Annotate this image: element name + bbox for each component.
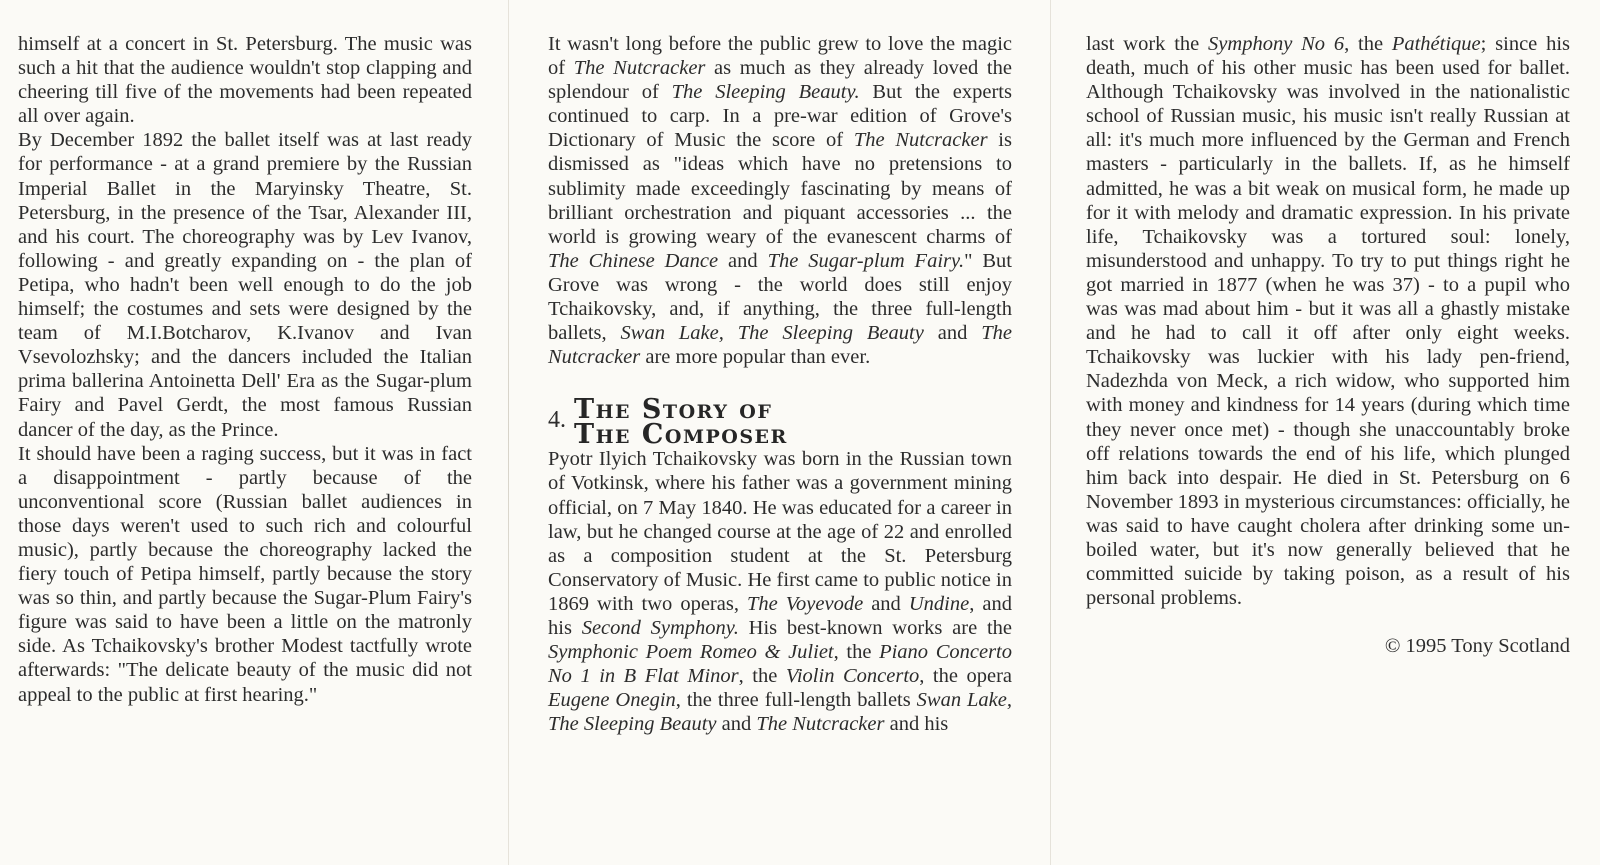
- column-left: [18, 32, 472, 707]
- fold-line-left: [508, 0, 509, 865]
- paragraph-public-love: It wasn't long before the public grew to love the magic of The Nutcracker as much as they already loved the splendour of The Sleeping Beauty. But the experts continued to carp. In a pre-war edition of Grove's Dictionary of Music the score of The Nutcracker is dismissed as "ideas which have no pretensions to sublimity made exceedingly fascinating by means of brilliant orchestration and piquant accessories ... the world is growing weary of the evanescent charms of The Chinese Dance and The Sugar-plum Fairy." But Grove was wrong - the world does still enjoy Tchaikovsky, and, if anything, the three full-length ballets, Swan Lake, The Sleeping Beauty and The Nutcracker are more popular than ever.: [548, 33, 1012, 369]
- section-title: The Story of The Composer: [574, 394, 788, 451]
- paragraph-last-work: last work the Symphony No 6, the Pathétique; since his death, much of his other music has been used for ballet. Although Tchaikovsky was involved in the nationalistic school of Russian music, his music isn't really Russian at all: it's much more influenced by the German and French masters - particularly in the ballets. If, as he himself admitted, he was a bit weak on musical form, he made up for it with melody and dramatic expression. In his private life, Tchaikovsky was a tortured soul: lonely, misunderstood and unhappy. To try to put things right he got married in 1877 (when he was 37) - to a pupil who was was mad about him - but it was all a ghastly mistake and he had to call it off after only eight weeks. Tchaikovsky was luckier with his lady pen-friend, Nadezhda von Meck, a rich widow, who supported him with money and kindness for 14 years (during which time they never once met) - though she unaccountably broke off relations towards the end of his life, which plunged him back into despair. He died in St. Petersburg on 6 November 1893 in mysterious circumstances: officially, he was said to have caught cholera after drinking some un-boiled water, but it's now generally believed that he committed suicide by taking poison, as a result of his personal problems.: [1086, 33, 1570, 610]
- copyright-notice: © 1995 Tony Scotland: [1384, 635, 1570, 658]
- column-right: [1086, 32, 1570, 658]
- paragraph-disappointment: It should have been a raging success, but it was in fact a disappointment - partly because of the unconventional score (Russian ballet audiences in those days weren't used to such rich and colourful music), partly because the choreography lacked the fiery touch of Petipa himself, partly because the story was so thin, and partly because the Sugar-Plum Fairy's figure was said to have been a little on the matronly side. As Tchaikovsky's brother Modest tactfully wrote afterwards: "The delicate beauty of the music did not appeal to the public at first hearing.": [18, 442, 472, 706]
- paragraph-concert: himself at a concert in St. Petersburg. The music was such a hit that the audience wouldn't stop clapping and cheering till five of the movements had been repeated all over again.: [18, 33, 472, 128]
- paragraph-premiere: By December 1892 the ballet itself was at last ready for performance - at a grand premiere by the Russian Imperial Ballet in the Maryinsky Theatre, St. Petersburg, in the presence of the Tsar, Alexander III, and his court. The choreography was by Lev Ivanov, following - and greatly expanding on - the plan of Petipa, who hadn't been well enough to do the job himself; the costumes and sets were designed by the team of M.I.Botcharov, K.Ivanov and Ivan Vsevolozhsky; and the dancers included the Italian prima ballerina Antoinetta Dell' Era as the Sugar-plum Fairy and Pavel Gerdt, the most famous Russian dancer of the day, as the Prince.: [18, 129, 472, 441]
- section-number: 4.: [548, 407, 566, 434]
- section-heading: [548, 394, 1012, 451]
- fold-line-right: [1050, 0, 1051, 865]
- column-middle: [548, 32, 1012, 736]
- paragraph-biography: Pyotr Ilyich Tchaikovsky was born in the Russian town of Votkinsk, where his father was a government mining official, on 7 May 1840. He was educated for a career in law, but he changed course at the age of 22 and enrolled as a composition student at the St. Petersburg Conservatory of Music. He first came to public notice in 1869 with two operas, The Voyevode and Undine, and his Second Symphony. His best-known works are the Symphonic Poem Romeo & Juliet, the Piano Concerto No 1 in B Flat Minor, the Violin Concerto, the opera Eugene Onegin, the three full-length ballets Swan Lake, The Sleeping Beauty and The Nutcracker and his: [548, 448, 1013, 736]
